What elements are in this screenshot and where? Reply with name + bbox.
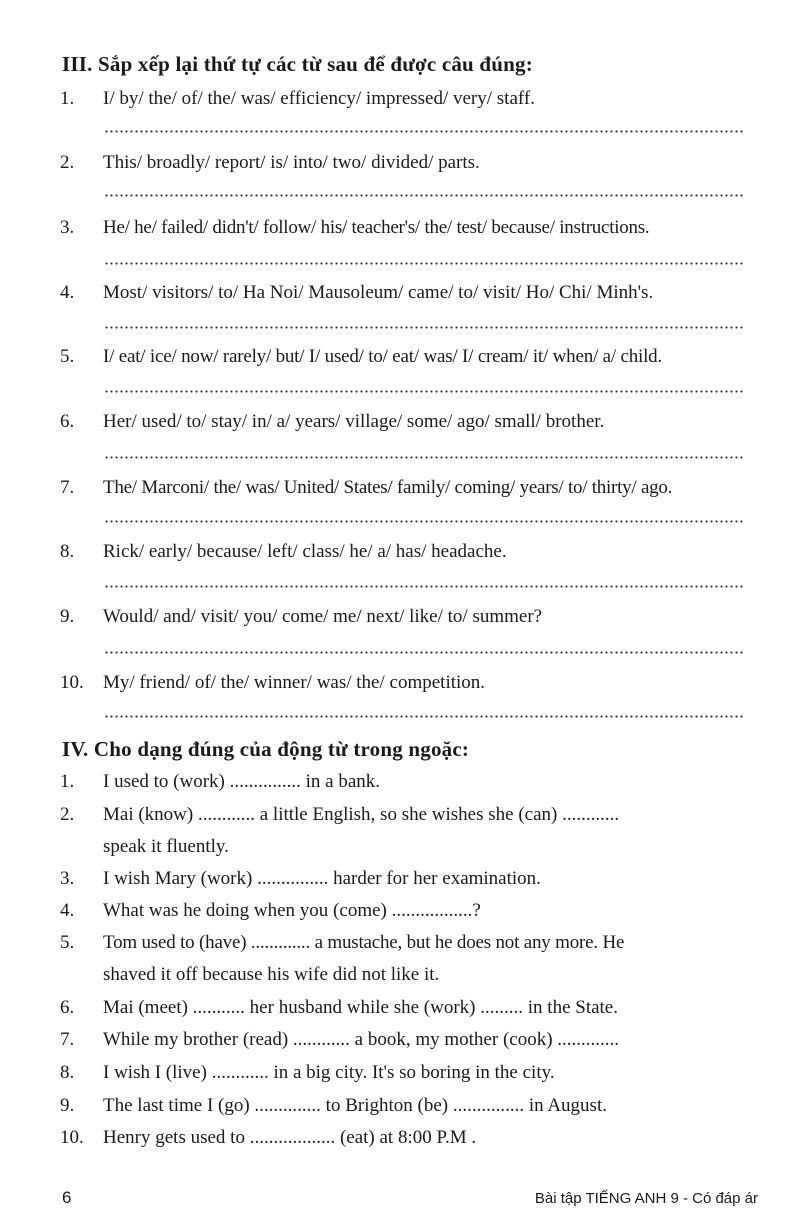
s3-item-8-text: Rick/ early/ because/ left/ class/ he/ a/ has/ headache. <box>103 541 507 562</box>
s4-item-8-number: 8. <box>60 1062 75 1083</box>
s4-item-3-text: I wish Mary (work) ............... harder for her examination. <box>103 868 541 889</box>
s3-item-4-number: 4. <box>60 282 75 303</box>
s4-item-8-text: I wish I (live) ............ in a big city. It's so boring in the city. <box>103 1062 555 1083</box>
s3-item-7-text: The/ Marconi/ the/ was/ United/ States/ family/ coming/ years/ to/ thirty/ ago. <box>103 477 673 498</box>
s3-item-3-text: He/ he/ failed/ didn't/ follow/ his/ teacher's/ the/ test/ because/ instructions. <box>103 217 650 238</box>
s3-item-7-answer-line <box>104 520 744 523</box>
s3-item-9-number: 9. <box>60 606 75 627</box>
s4-item-6-number: 6. <box>60 997 75 1018</box>
s3-item-3-number: 3. <box>60 217 75 238</box>
s3-item-8-number: 8. <box>60 541 75 562</box>
s4-item-1-text: I used to (work) ............... in a bank. <box>103 771 381 792</box>
s3-item-6-number: 6. <box>60 411 75 432</box>
s4-item-2-text: Mai (know) ............ a little English, so she wishes she (can) ............ <box>103 804 620 825</box>
s3-item-1-answer-line <box>104 130 744 133</box>
s3-item-4-text: Most/ visitors/ to/ Ha Noi/ Mausoleum/ came/ to/ visit/ Ho/ Chi/ Minh's. <box>103 282 654 303</box>
s3-item-9-answer-line <box>104 651 744 654</box>
s3-item-7-number: 7. <box>60 477 75 498</box>
s3-item-5-text: I/ eat/ ice/ now/ rarely/ but/ I/ used/ to/ eat/ was/ I/ cream/ it/ when/ a/ child. <box>103 346 663 367</box>
s4-item-5-text: Tom used to (have) ............. a mustache, but he does not any more. He <box>103 932 625 953</box>
s3-item-9-text: Would/ and/ visit/ you/ come/ me/ next/ like/ to/ summer? <box>103 606 543 627</box>
s3-item-10-answer-line <box>104 715 744 718</box>
s4-item-10-number: 10. <box>60 1127 84 1148</box>
s3-item-6-text: Her/ used/ to/ stay/ in/ a/ years/ village/ some/ ago/ small/ brother. <box>103 411 605 432</box>
s3-item-10-text: My/ friend/ of/ the/ winner/ was/ the/ competition. <box>103 672 486 693</box>
s3-item-3-answer-line <box>104 262 744 265</box>
s4-item-5-continuation: shaved it off because his wife did not like it. <box>103 964 440 985</box>
page-number: 6 <box>62 1188 72 1207</box>
s4-item-9-number: 9. <box>60 1095 75 1116</box>
s4-item-2-continuation: speak it fluently. <box>103 836 229 857</box>
s3-item-2-text: This/ broadly/ report/ is/ into/ two/ divided/ parts. <box>103 152 480 173</box>
s3-item-10-number: 10. <box>60 672 84 693</box>
s4-item-7-number: 7. <box>60 1029 75 1050</box>
s3-item-8-answer-line <box>104 585 744 588</box>
s4-item-4-text: What was he doing when you (come) .................? <box>103 900 481 921</box>
s3-item-2-number: 2. <box>60 152 75 173</box>
s4-item-2-number: 2. <box>60 804 75 825</box>
s4-item-9-text: The last time I (go) .............. to Brighton (be) ............... in August. <box>103 1095 607 1116</box>
book-title: Bài tập TIẾNG ANH 9 - Có đáp ár <box>534 1190 758 1207</box>
s4-item-3-number: 3. <box>60 868 75 889</box>
s3-item-6-answer-line <box>104 456 744 459</box>
s3-item-1-text: I/ by/ the/ of/ the/ was/ efficiency/ impressed/ very/ staff. <box>103 88 535 109</box>
s4-item-5-number: 5. <box>60 932 75 953</box>
s4-item-6-text: Mai (meet) ........... her husband while she (work) ......... in the State. <box>103 997 618 1018</box>
s3-item-5-number: 5. <box>60 346 75 367</box>
s3-item-1-number: 1. <box>60 88 75 109</box>
s4-item-1-number: 1. <box>60 771 75 792</box>
s4-item-10-text: Henry gets used to .................. (eat) at 8:00 P.M . <box>103 1127 477 1148</box>
s4-item-7-text: While my brother (read) ............ a book, my mother (cook) ............. <box>103 1029 620 1050</box>
section-3-heading: III. Sắp xếp lại thứ tự các từ sau để được câu đúng: <box>62 52 533 76</box>
s4-item-4-number: 4. <box>60 900 75 921</box>
s3-item-2-answer-line <box>104 194 744 197</box>
section-4-heading: IV. Cho dạng đúng của động từ trong ngoặc: <box>62 737 470 761</box>
s3-item-4-answer-line <box>104 326 744 329</box>
s3-item-5-answer-line <box>104 390 744 393</box>
